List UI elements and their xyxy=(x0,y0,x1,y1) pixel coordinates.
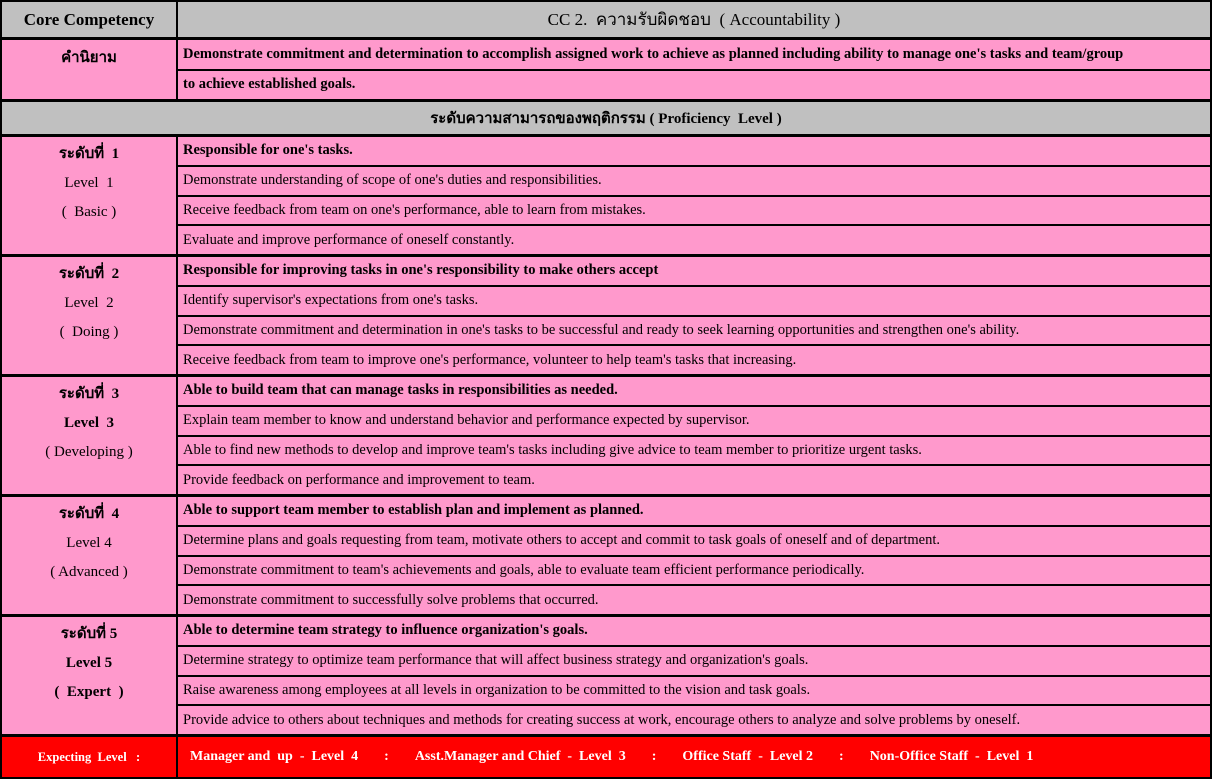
expecting-separator: : xyxy=(839,749,844,764)
level-5-labels xyxy=(2,617,178,734)
definition-line-1: Demonstrate commitment and determination to accomplish assigned work to achieve as planned including ability to manage one's tasks and team/group xyxy=(178,40,1210,71)
level-5-desc-4: Provide advice to others about techniques and methods for creating success at work, encourage others to analyze and solve problems by oneself. xyxy=(178,706,1210,734)
level-4-desc-3: Demonstrate commitment to team's achievements and goals, able to evaluate team efficient performance periodically. xyxy=(178,557,1210,587)
level-3-label: Level 3 xyxy=(64,415,114,431)
level-3-desc-2: Explain team member to know and understand behavior and performance expected by supervisor. xyxy=(178,407,1210,437)
expecting-level-label: Expecting Level : xyxy=(2,737,178,777)
level-5-descriptions xyxy=(178,617,1210,734)
level-3-thai-label: ระดับที่ 3 xyxy=(58,386,120,402)
level-4-desc-1: Able to support team member to establish plan and implement as planned. xyxy=(178,497,1210,527)
level-2-name: ( Doing ) xyxy=(59,324,119,340)
level-5-desc-2: Determine strategy to optimize team performance that will affect business strategy and organization's goals. xyxy=(178,647,1210,677)
definition-row xyxy=(2,37,1210,99)
level-4-name: ( Advanced ) xyxy=(50,564,128,580)
definition-line-2: to achieve established goals. xyxy=(178,71,1210,100)
level-5-desc-3: Raise awareness among employees at all levels in organization to be committed to the vision and task goals. xyxy=(178,677,1210,707)
level-4-label: Level 4 xyxy=(66,535,112,551)
level-1-desc-4: Evaluate and improve performance of oneself constantly. xyxy=(178,226,1210,254)
level-3-descriptions xyxy=(178,377,1210,494)
level-5-name: ( Expert ) xyxy=(54,684,124,700)
level-1-desc-2: Demonstrate understanding of scope of one's duties and responsibilities. xyxy=(178,167,1210,197)
definition-label: คำนิยาม xyxy=(2,40,178,99)
proficiency-level-header: ระดับความสามารถของพฤติกรรม ( Proficiency Level ) xyxy=(2,99,1210,134)
level-1-descriptions xyxy=(178,137,1210,254)
level-3-labels xyxy=(2,377,178,494)
header-row xyxy=(2,2,1210,37)
level-5-desc-1: Able to determine team strategy to influence organization's goals. xyxy=(178,617,1210,647)
level-2-thai-label: ระดับที่ 2 xyxy=(58,266,120,282)
competency-title: CC 2. ความรับผิดชอบ ( Accountability ) xyxy=(178,2,1210,37)
level-4-labels xyxy=(2,497,178,614)
expecting-separator: : xyxy=(384,749,389,764)
expecting-item-office-staff: Office Staff - Level 2 xyxy=(682,749,814,764)
level-3-desc-4: Provide feedback on performance and improvement to team. xyxy=(178,466,1210,494)
level-4-desc-2: Determine plans and goals requesting from team, motivate others to accept and commit to task goals of oneself and of department. xyxy=(178,527,1210,557)
level-2-desc-2: Identify supervisor's expectations from one's tasks. xyxy=(178,287,1210,317)
level-3-name: ( Developing ) xyxy=(45,444,133,460)
level-5-block xyxy=(2,614,1210,734)
level-2-desc-4: Receive feedback from team to improve one's performance, volunteer to help team's tasks that increasing. xyxy=(178,346,1210,374)
level-2-desc-3: Demonstrate commitment and determination in one's tasks to be successful and ready to seek learning opportunities and strengthen one's ability. xyxy=(178,317,1210,347)
level-1-block xyxy=(2,134,1210,254)
level-1-thai-label: ระดับที่ 1 xyxy=(58,146,120,162)
level-2-label: Level 2 xyxy=(64,295,114,311)
level-1-name: ( Basic ) xyxy=(61,204,117,220)
level-1-desc-1: Responsible for one's tasks. xyxy=(178,137,1210,167)
level-4-block xyxy=(2,494,1210,614)
expecting-item-asst-manager: Asst.Manager and Chief - Level 3 xyxy=(414,749,626,764)
expecting-item-manager: Manager and up - Level 4 xyxy=(190,749,359,764)
level-3-block xyxy=(2,374,1210,494)
expecting-level-row xyxy=(2,734,1210,777)
definition-text xyxy=(178,40,1210,99)
expecting-separator: : xyxy=(651,749,657,764)
level-3-desc-1: Able to build team that can manage tasks in responsibilities as needed. xyxy=(178,377,1210,407)
expecting-level-values xyxy=(178,737,1210,777)
level-2-descriptions xyxy=(178,257,1210,374)
level-3-desc-3: Able to find new methods to develop and improve team's tasks including give advice to team member to prioritize urgent tasks. xyxy=(178,437,1210,467)
level-1-labels xyxy=(2,137,178,254)
level-1-desc-3: Receive feedback from team on one's performance, able to learn from mistakes. xyxy=(178,197,1210,227)
level-2-labels xyxy=(2,257,178,374)
level-4-thai-label: ระดับที่ 4 xyxy=(58,506,120,522)
expecting-item-non-office-staff: Non-Office Staff - Level 1 xyxy=(869,749,1034,764)
level-4-descriptions xyxy=(178,497,1210,614)
level-1-label: Level 1 xyxy=(64,175,114,191)
level-5-thai-label: ระดับที่ 5 xyxy=(60,626,118,642)
level-2-desc-1: Responsible for improving tasks in one's responsibility to make others accept xyxy=(178,257,1210,287)
level-5-label: Level 5 xyxy=(65,655,113,671)
core-competency-label: Core Competency xyxy=(2,2,178,37)
level-4-desc-4: Demonstrate commitment to successfully solve problems that occurred. xyxy=(178,586,1210,614)
level-2-block xyxy=(2,254,1210,374)
